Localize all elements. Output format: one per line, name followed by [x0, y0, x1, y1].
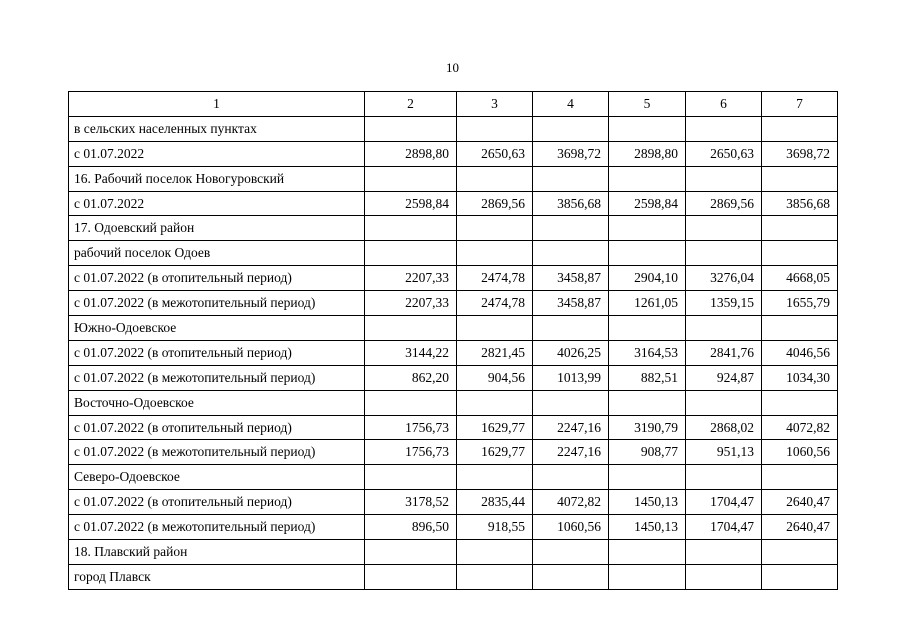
table-cell-col-3: 2835,44 [457, 490, 533, 515]
table-row [69, 365, 838, 390]
column-header-4: 4 [533, 92, 609, 117]
table-cell-col-5 [609, 241, 686, 266]
row-label: с 01.07.2022 (в межотопительный период) [69, 365, 365, 390]
table-cell-col-3 [457, 216, 533, 241]
column-header-6: 6 [686, 92, 762, 117]
table-cell-col-3: 2474,78 [457, 266, 533, 291]
table-cell-col-2 [365, 216, 457, 241]
table-cell-col-6 [686, 316, 762, 341]
table-cell-col-5 [609, 465, 686, 490]
tariff-table [68, 91, 838, 590]
column-header-3: 3 [457, 92, 533, 117]
table-cell-col-3 [457, 241, 533, 266]
table-row [69, 390, 838, 415]
table-row [69, 166, 838, 191]
table-cell-col-4: 3458,87 [533, 291, 609, 316]
table-cell-col-2: 2598,84 [365, 191, 457, 216]
table-cell-col-6: 1704,47 [686, 490, 762, 515]
row-label: с 01.07.2022 (в межотопительный период) [69, 515, 365, 540]
table-cell-col-6: 2841,76 [686, 340, 762, 365]
table-cell-col-3: 1629,77 [457, 415, 533, 440]
table-cell-col-5: 2598,84 [609, 191, 686, 216]
table-cell-col-7 [762, 540, 838, 565]
table-cell-col-3: 1629,77 [457, 440, 533, 465]
table-cell-col-4: 1013,99 [533, 365, 609, 390]
table-cell-col-4: 3856,68 [533, 191, 609, 216]
row-label: с 01.07.2022 (в отопительный период) [69, 415, 365, 440]
table-cell-col-5: 2898,80 [609, 141, 686, 166]
table-cell-col-5: 3190,79 [609, 415, 686, 440]
table-row [69, 291, 838, 316]
table-cell-col-5 [609, 116, 686, 141]
table-cell-col-2 [365, 564, 457, 589]
table-cell-col-2: 896,50 [365, 515, 457, 540]
table-cell-col-2: 3178,52 [365, 490, 457, 515]
table-cell-col-4: 2247,16 [533, 440, 609, 465]
table-row [69, 241, 838, 266]
table-cell-col-7 [762, 564, 838, 589]
column-header-7: 7 [762, 92, 838, 117]
table-cell-col-3: 2869,56 [457, 191, 533, 216]
table-cell-col-7 [762, 316, 838, 341]
table-cell-col-4: 4072,82 [533, 490, 609, 515]
table-cell-col-2: 862,20 [365, 365, 457, 390]
table-cell-col-5 [609, 540, 686, 565]
table-row [69, 141, 838, 166]
table-cell-col-6: 1359,15 [686, 291, 762, 316]
row-label: Восточно-Одоевское [69, 390, 365, 415]
table-row [69, 540, 838, 565]
table-cell-col-2 [365, 540, 457, 565]
table-cell-col-6: 1704,47 [686, 515, 762, 540]
table-cell-col-3 [457, 564, 533, 589]
table-row [69, 465, 838, 490]
table-cell-col-6 [686, 116, 762, 141]
table-cell-col-5 [609, 166, 686, 191]
table-cell-col-4 [533, 316, 609, 341]
table-cell-col-5: 908,77 [609, 440, 686, 465]
table-cell-col-7: 1034,30 [762, 365, 838, 390]
row-label: с 01.07.2022 (в отопительный период) [69, 266, 365, 291]
table-cell-col-3 [457, 540, 533, 565]
table-cell-col-7: 4046,56 [762, 340, 838, 365]
row-label: 17. Одоевский район [69, 216, 365, 241]
table-cell-col-4: 2247,16 [533, 415, 609, 440]
table-cell-col-6: 2650,63 [686, 141, 762, 166]
table-cell-col-4 [533, 465, 609, 490]
table-row [69, 266, 838, 291]
table-cell-col-5 [609, 564, 686, 589]
table-cell-col-4 [533, 390, 609, 415]
row-label: 16. Рабочий поселок Новогуровский [69, 166, 365, 191]
table-cell-col-6 [686, 390, 762, 415]
table-cell-col-5 [609, 216, 686, 241]
table-cell-col-3: 2474,78 [457, 291, 533, 316]
table-cell-col-2: 2207,33 [365, 266, 457, 291]
table-cell-col-3: 2821,45 [457, 340, 533, 365]
row-label: с 01.07.2022 [69, 141, 365, 166]
table-cell-col-3: 904,56 [457, 365, 533, 390]
table-row [69, 191, 838, 216]
table-cell-col-2: 3144,22 [365, 340, 457, 365]
row-label: рабочий поселок Одоев [69, 241, 365, 266]
table-cell-col-4 [533, 116, 609, 141]
table-cell-col-7 [762, 166, 838, 191]
table-cell-col-7: 1655,79 [762, 291, 838, 316]
page-number: 10 [446, 60, 459, 75]
table-cell-col-3 [457, 465, 533, 490]
table-cell-col-7: 2640,47 [762, 515, 838, 540]
table-cell-col-6 [686, 166, 762, 191]
row-label: с 01.07.2022 (в отопительный период) [69, 340, 365, 365]
table-cell-col-6: 951,13 [686, 440, 762, 465]
table-cell-col-2 [365, 116, 457, 141]
row-label: в сельских населенных пунктах [69, 116, 365, 141]
table-cell-col-3: 918,55 [457, 515, 533, 540]
table-cell-col-3: 2650,63 [457, 141, 533, 166]
row-label: Южно-Одоевское [69, 316, 365, 341]
table-cell-col-5: 1261,05 [609, 291, 686, 316]
table-cell-col-5: 1450,13 [609, 490, 686, 515]
table-row [69, 515, 838, 540]
table-cell-col-7: 4668,05 [762, 266, 838, 291]
row-label: с 01.07.2022 (в межотопительный период) [69, 291, 365, 316]
table-cell-col-7: 3856,68 [762, 191, 838, 216]
table-cell-col-2 [365, 166, 457, 191]
table-row [69, 316, 838, 341]
table-cell-col-4: 4026,25 [533, 340, 609, 365]
table-cell-col-6: 924,87 [686, 365, 762, 390]
row-label: с 01.07.2022 (в межотопительный период) [69, 440, 365, 465]
table-cell-col-6 [686, 465, 762, 490]
table-cell-col-7 [762, 216, 838, 241]
table-cell-col-6 [686, 241, 762, 266]
table-row [69, 216, 838, 241]
table-cell-col-4: 3698,72 [533, 141, 609, 166]
table-header-row [69, 92, 838, 117]
column-header-5: 5 [609, 92, 686, 117]
table-row [69, 340, 838, 365]
table-row [69, 564, 838, 589]
table-cell-col-4: 1060,56 [533, 515, 609, 540]
column-header-2: 2 [365, 92, 457, 117]
table-cell-col-4 [533, 166, 609, 191]
table-cell-col-4 [533, 216, 609, 241]
table-row [69, 490, 838, 515]
table-cell-col-7 [762, 241, 838, 266]
table-cell-col-2 [365, 465, 457, 490]
column-header-1: 1 [69, 92, 365, 117]
table-cell-col-6: 3276,04 [686, 266, 762, 291]
table-cell-col-7: 3698,72 [762, 141, 838, 166]
table-body [69, 116, 838, 589]
table-cell-col-7: 4072,82 [762, 415, 838, 440]
table-cell-col-5: 882,51 [609, 365, 686, 390]
table-cell-col-6 [686, 564, 762, 589]
table-cell-col-3 [457, 390, 533, 415]
table-row [69, 116, 838, 141]
table-cell-col-3 [457, 116, 533, 141]
row-label: 18. Плавский район [69, 540, 365, 565]
table-cell-col-7: 2640,47 [762, 490, 838, 515]
table-cell-col-5: 3164,53 [609, 340, 686, 365]
table-cell-col-7 [762, 116, 838, 141]
table-cell-col-6: 2868,02 [686, 415, 762, 440]
table-cell-col-7: 1060,56 [762, 440, 838, 465]
row-label: город Плавск [69, 564, 365, 589]
table-cell-col-3 [457, 316, 533, 341]
table-cell-col-2: 2898,80 [365, 141, 457, 166]
table-cell-col-4: 3458,87 [533, 266, 609, 291]
table-cell-col-2 [365, 390, 457, 415]
table-cell-col-5: 2904,10 [609, 266, 686, 291]
table-cell-col-2 [365, 241, 457, 266]
row-label: Северо-Одоевское [69, 465, 365, 490]
table-cell-col-2: 1756,73 [365, 440, 457, 465]
row-label: с 01.07.2022 (в отопительный период) [69, 490, 365, 515]
table-cell-col-3 [457, 166, 533, 191]
table-cell-col-2: 2207,33 [365, 291, 457, 316]
row-label: с 01.07.2022 [69, 191, 365, 216]
table-cell-col-2 [365, 316, 457, 341]
table-cell-col-6 [686, 216, 762, 241]
table-cell-col-2: 1756,73 [365, 415, 457, 440]
table-cell-col-7 [762, 390, 838, 415]
table-cell-col-6 [686, 540, 762, 565]
table-cell-col-6: 2869,56 [686, 191, 762, 216]
table-cell-col-5 [609, 390, 686, 415]
table-row [69, 440, 838, 465]
table-cell-col-4 [533, 241, 609, 266]
table-cell-col-5: 1450,13 [609, 515, 686, 540]
table-cell-col-4 [533, 564, 609, 589]
table-cell-col-4 [533, 540, 609, 565]
table-row [69, 415, 838, 440]
table-cell-col-5 [609, 316, 686, 341]
table-cell-col-7 [762, 465, 838, 490]
